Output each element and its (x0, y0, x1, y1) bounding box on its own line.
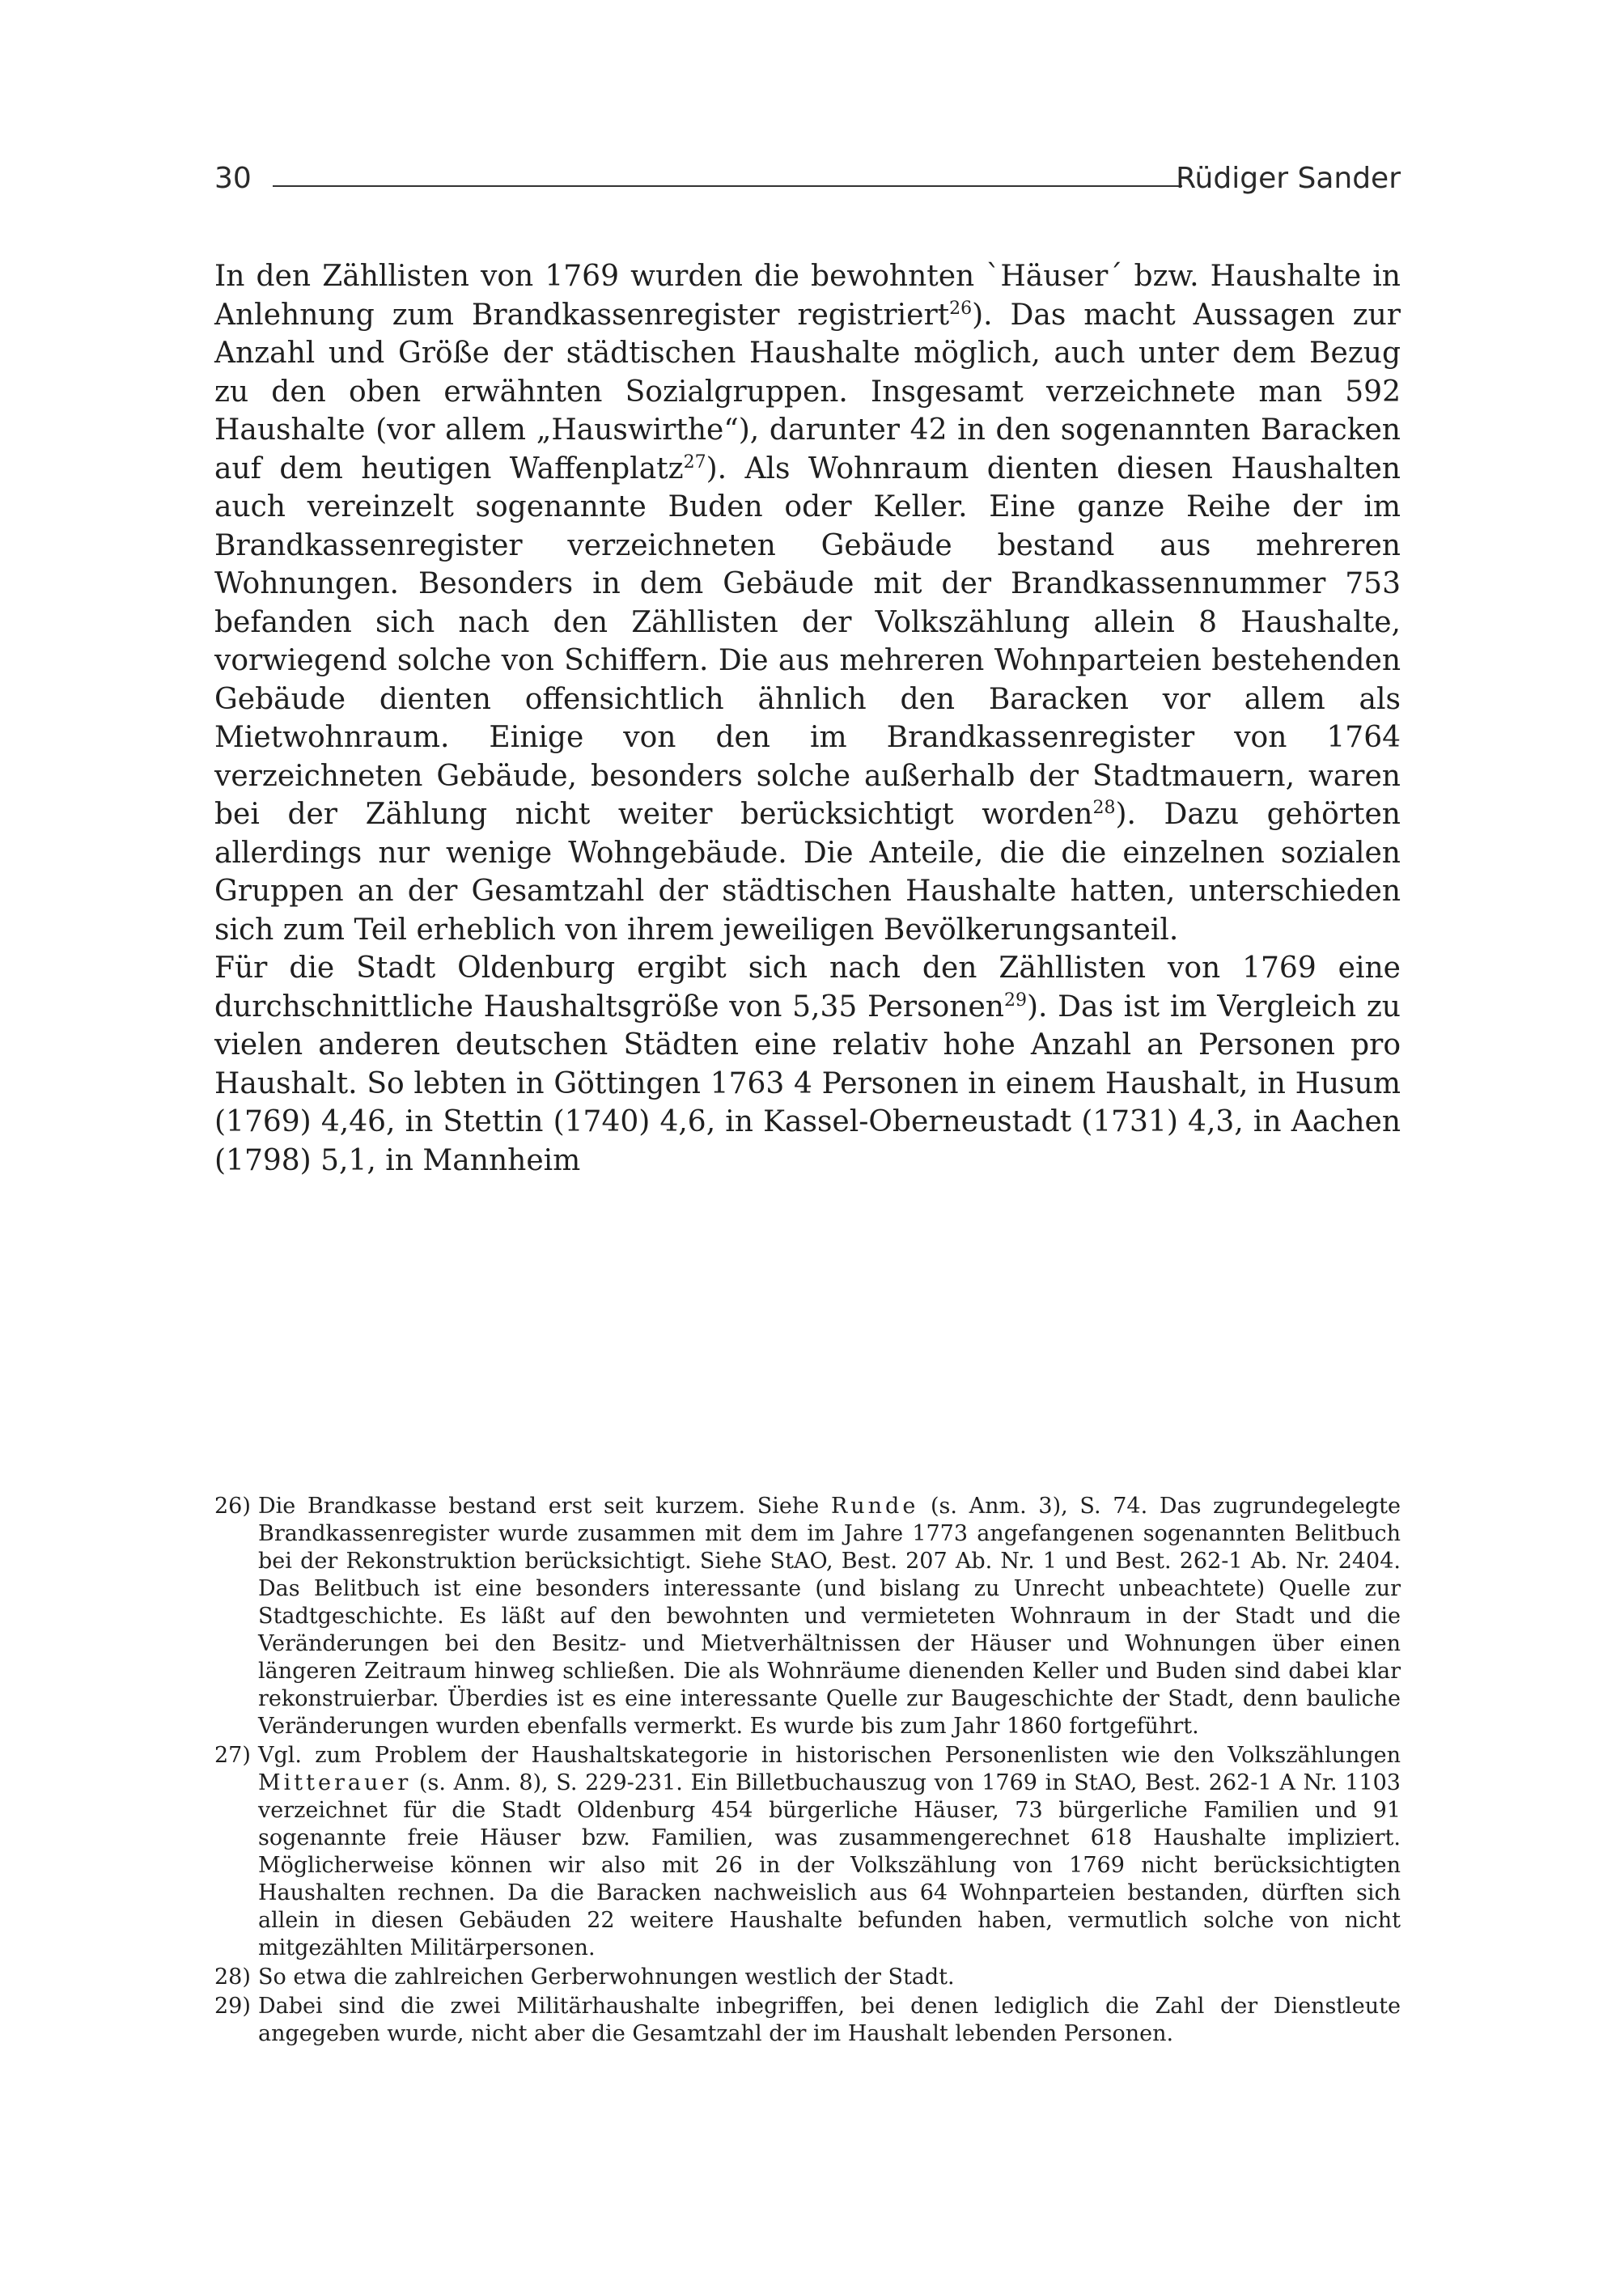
paragraph-2 (214, 949, 1401, 1180)
footnote-text (258, 1993, 1401, 2048)
footnote-author: Mitterauer (258, 1770, 412, 1795)
header-rule (273, 185, 1182, 187)
paragraph-1 (214, 257, 1401, 949)
footnote-number: 27) (214, 1743, 251, 1768)
footnote-text-a: So etwa die zahlreichen Gerberwohnungen westlich der Stadt. (258, 1965, 955, 1990)
footnote-number: 29) (214, 1994, 251, 2019)
footnotes (214, 1493, 1401, 2049)
paragraph-1-text-a: In den Zähllisten von 1769 wurden die bewohnten `Häuser´ bzw. Haushalte in Anlehnung zum Brandkassenregister registriert (214, 260, 1401, 332)
footnote-27 (214, 1742, 1401, 1962)
footnote-text-a: Dabei sind die zwei Militärhaushalte inbegriffen, bei denen lediglich die Zahl der Dienstleute angegeben wurde, nicht aber die Gesamtzahl der im Haushalt lebenden Personen. (258, 1994, 1401, 2046)
footnote-ref-26: 26 (949, 298, 973, 319)
paragraph-1-text-b: ). Das macht Aussagen zur Anzahl und Größe der städtischen Haushalte möglich, auch unter dem Bezug zu den oben erwähnten Sozialgruppen. Insgesamt verzeichnete man 592 Haushalte (vor allem „Hauswirthe“), darunter 42 in den sogenannten Baracken auf dem heutigen Waffenplatz (214, 298, 1401, 485)
footnote-author: Runde (830, 1494, 919, 1519)
footnote-26 (214, 1493, 1401, 1740)
page-number: 30 (214, 162, 252, 195)
running-head-author: Rüdiger Sander (1176, 162, 1401, 195)
paragraph-2-text-a: Für die Stadt Oldenburg ergibt sich nach den Zähllisten von 1769 eine durchschnittliche Haushaltsgröße von 5,35 Personen (214, 952, 1401, 1024)
footnote-text-b: (s. Anm. 3), S. 74. Das zugrundegelegte Brandkassenregister wurde zusammen mit dem im Jahre 1773 angefangenen sogenannten Belitbuch bei der Rekonstruktion berücksichtigt. Siehe StAO, Best. 207 Ab. Nr. 1 und Best. 262-1 Ab. Nr. 2404. Das Belitbuch ist eine besonders interessante (und bislang zu Unrecht unbeachtete) Quelle zur Stadtgeschichte. Es läßt auf den bewohnten und vermieteten Wohnraum in der Stadt und die Veränderungen bei den Besitz- und Mietverhältnissen der Häuser und Wohnungen über einen längeren Zeitraum hinweg schließen. Die als Wohnräume dienenden Keller und Buden sind dabei klar rekonstruierbar. Überdies ist es eine interessante Quelle zur Baugeschichte der Stadt, denn bauliche Veränderungen wurden ebenfalls vermerkt. Es wurde bis zum Jahr 1860 fortgeführt. (258, 1494, 1401, 1739)
footnote-text (258, 1493, 1401, 1740)
footnote-28 (214, 1964, 1401, 1991)
footnote-text-a: Vgl. zum Problem der Haushaltskategorie in historischen Personenlisten wie den Volkszählungen (258, 1743, 1401, 1768)
paragraph-2-text-b: ). Das ist im Vergleich zu vielen anderen deutschen Städten eine relativ hohe Anzahl an Personen pro Haushalt. So lebten in Göttingen 1763 4 Personen in einem Haushalt, in Husum (1769) 4,46, in Stettin (1740) 4,6, in Kassel-Oberneustadt (1731) 4,3, in Aachen (1798) 5,1, in Mannheim (214, 990, 1401, 1177)
footnote-number: 28) (214, 1965, 251, 1990)
footnote-text (258, 1742, 1401, 1962)
footnote-text (258, 1964, 1401, 1991)
footnote-text-b: (s. Anm. 8), S. 229-231. Ein Billetbuchauszug von 1769 in StAO, Best. 262-1 A Nr. 1103 verzeichnet für die Stadt Oldenburg 454 bürgerliche Häuser, 73 bürgerliche Familien und 91 sogenannte freie Häuser bzw. Familien, was zusammengerechnet 618 Haushalte impliziert. Möglicherweise können wir also mit 26 in der Volkszählung von 1769 nicht berücksichtigten Haushalten rechnen. Da die Baracken nachweislich aus 64 Wohnparteien bestanden, dürften sich allein in diesen Gebäuden 22 weitere Haushalte befunden haben, vermutlich solche von nicht mitgezählten Militärpersonen. (258, 1770, 1401, 1960)
footnote-ref-28: 28 (1092, 798, 1116, 818)
footnote-text-a: Die Brandkasse bestand erst seit kurzem. Siehe (258, 1494, 831, 1519)
paragraph-1-text-c: ). Als Wohnraum dienten diesen Haushalten auch vereinzelt sogenannte Buden oder Keller. Eine ganze Reihe der im Brandkassenregister verzeichneten Gebäude bestand aus mehreren Wohnungen. Besonders in dem Gebäude mit der Brandkassennummer 753 befanden sich nach den Zähllisten der Volkszählung allein 8 Haushalte, vorwiegend solche von Schiffern. Die aus mehreren Wohnparteien bestehenden Gebäude dienten offensichtlich ähnlich den Baracken vor allem als Mietwohnraum. Einige von den im Brandkassenregister von 1764 verzeichneten Gebäude, besonders solche außerhalb der Stadtmauern, waren bei der Zählung nicht weiter berücksichtigt worden (214, 451, 1401, 831)
body-text (214, 257, 1401, 1180)
footnote-ref-29: 29 (1003, 990, 1027, 1011)
running-head (214, 162, 1401, 210)
paragraph-1-text-d: ). Dazu gehörten allerdings nur wenige Wohngebäude. Die Anteile, die die einzelnen sozialen Gruppen an der Gesamtzahl der städtischen Haushalte hatten, unterschieden sich zum Teil erheblich von ihrem jeweiligen Bevölkerungsanteil. (214, 798, 1401, 947)
footnote-ref-27: 27 (683, 451, 706, 473)
page (214, 162, 1401, 2046)
footnote-29 (214, 1993, 1401, 2048)
footnote-number: 26) (214, 1494, 251, 1519)
